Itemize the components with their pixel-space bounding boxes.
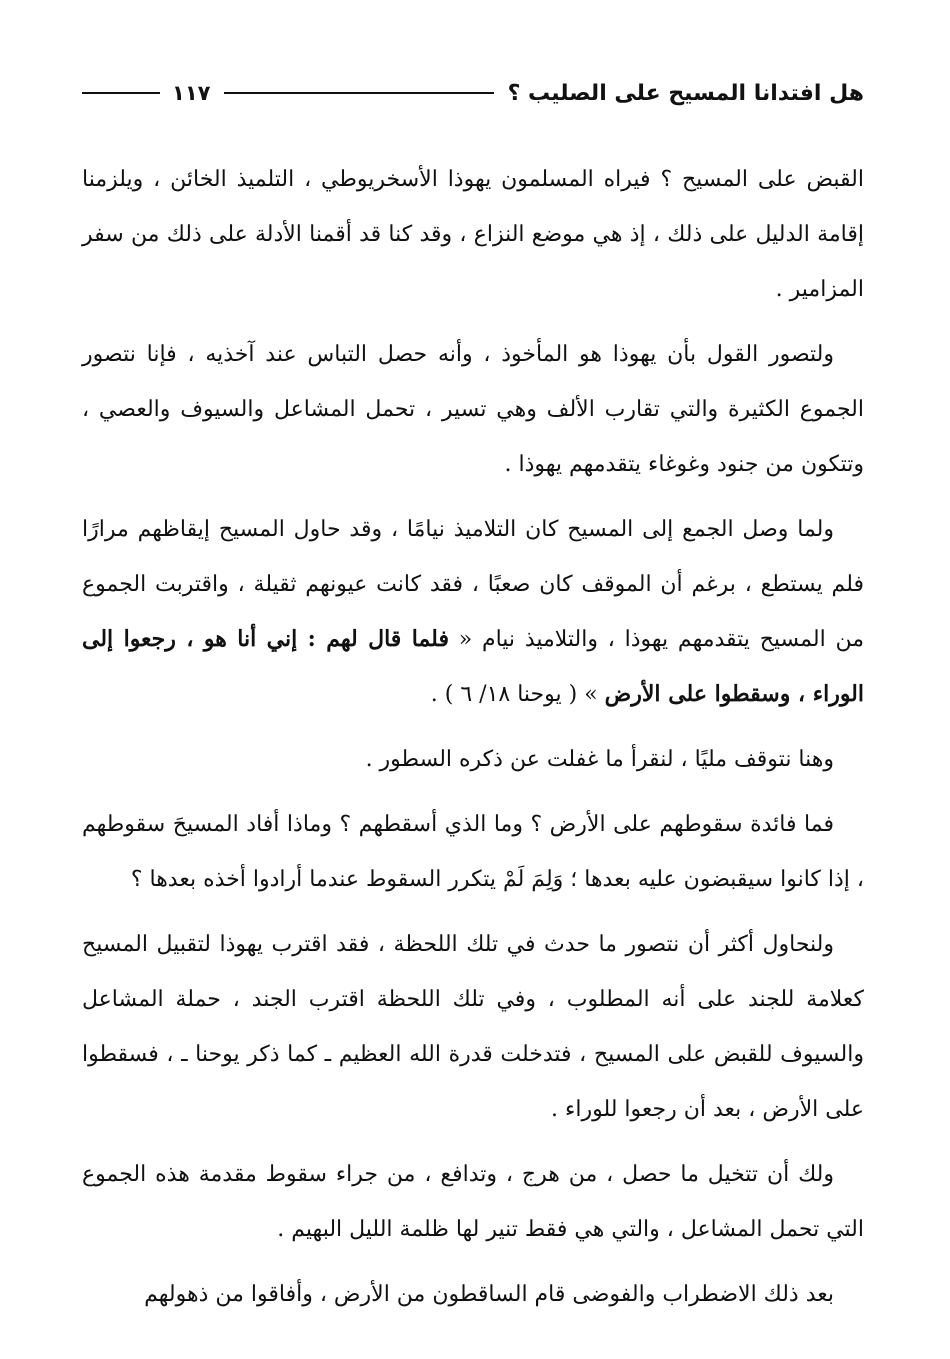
paragraph xyxy=(82,502,864,722)
body-text xyxy=(82,152,864,1332)
header-rule-long xyxy=(224,92,493,94)
page-number: ١١٧ xyxy=(172,81,211,105)
scripture-quote: فلما قال لهم : إني أنا هو ، رجعوا إلى الوراء ، وسقطوا على الأرض xyxy=(82,626,864,707)
paragraph: فما فائدة سقوطهم على الأرض ؟ وما الذي أسقطهم ؟ وماذا أفاد المسيحَ سقوطهم ، إذا كانوا سيقبضون عليه بعدها ؛ وَلِمَ لَمْ يتكرر السقوط عندما أرادوا أخذه بعدها ؟ xyxy=(82,812,864,892)
running-title: هل افتدانا المسيح على الصليب ؟ xyxy=(507,80,864,106)
running-header xyxy=(82,76,864,110)
paragraph: ولتصور القول بأن يهوذا هو المأخوذ ، وأنه حصل التباس عند آخذيه ، فإنا نتصور الجموع الكثيرة والتي تقارب الألف وهي تسير ، تحمل المشاعل والسيوف والعصي ، وتتكون من جنود وغوغاء يتقدمهم يهوذا . xyxy=(82,342,864,477)
paragraph: وهنا نتوقف مليًا ، لنقرأ ما غفلت عن ذكره السطور . xyxy=(365,747,834,772)
paragraph: ولك أن تتخيل ما حصل ، من هرج ، وتدافع ، من جراء سقوط مقدمة هذه الجموع التي تحمل المشاعل ، والتي هي فقط تنير لها ظلمة الليل البهيم . xyxy=(82,1162,864,1242)
scripture-reference: » ( يوحنا ١٨/ ٦ ) . xyxy=(430,682,605,707)
paragraph-text: ولما وصل الجمع إلى المسيح كان التلاميذ نيامًا ، وقد حاول المسيح إيقاظهم مرارًا فلم يستطع ، برغم أن الموقف كان صعبًا ، فقد كانت عيونهم ثقيلة ، واقتربت الجموع من المسيح يتقدمهم يهوذا ، والتلاميذ نيام « xyxy=(82,517,864,652)
header-rule-short xyxy=(82,92,160,94)
paragraph: القبض على المسيح ؟ فيراه المسلمون يهوذا الأسخريوطي ، التلميذ الخائن ، ويلزمنا إقامة الدليل على ذلك ، إذ هي موضع النزاع ، وقد كنا قد أقمنا الأدلة على ذلك من سفر المزامير . xyxy=(82,167,864,302)
paragraph: بعد ذلك الاضطراب والفوضى قام الساقطون من الأرض ، وأفاقوا من ذهولهم xyxy=(144,1282,834,1307)
paragraph: ولنحاول أكثر أن نتصور ما حدث في تلك اللحظة ، فقد اقترب يهوذا لتقبيل المسيح كعلامة للجند على أنه المطلوب ، وفي تلك اللحظة اقترب الجند ، حملة المشاعل والسيوف للقبض على المسيح ، فتدخلت قدرة الله العظيم ـ كما ذكر يوحنا ـ ، فسقطوا على الأرض ، بعد أن رجعوا للوراء . xyxy=(82,932,864,1122)
